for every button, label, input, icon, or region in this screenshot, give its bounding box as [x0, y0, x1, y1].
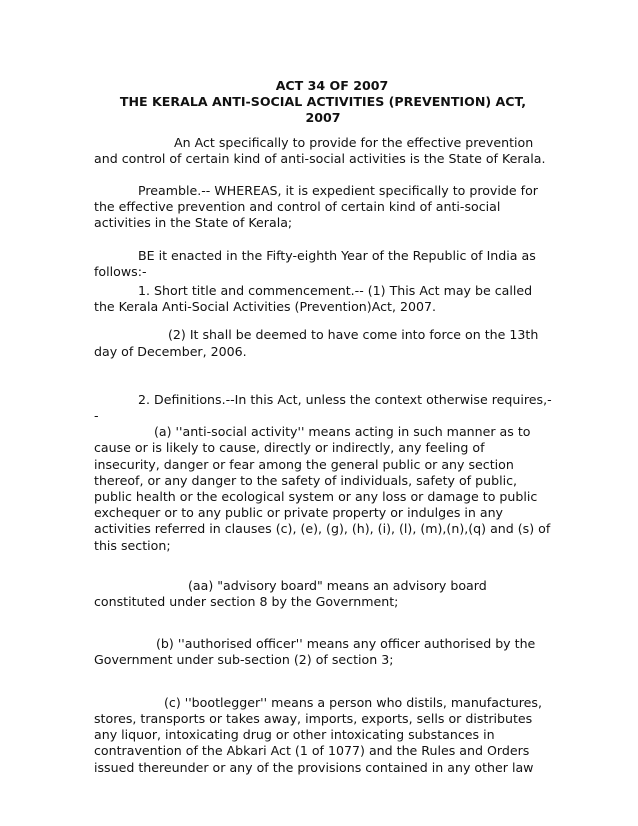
section-1-text: 1. Short title and commencement.-- (1) This Act may be called the Kerala Anti-Social Activities (Prevention)Act, 2007. — [94, 283, 533, 315]
act-name: THE KERALA ANTI-SOCIAL ACTIVITIES (PREVENTION) ACT, — [119, 94, 527, 110]
definition-aa-paragraph — [94, 578, 552, 610]
section-1-2-paragraph — [94, 327, 552, 359]
definition-aa-text: (aa) "advisory board" means an advisory board constituted under section 8 by the Government; — [94, 577, 487, 610]
preamble-paragraph — [94, 183, 552, 232]
intro-text: An Act specifically to provide for the effective prevention and control of certain kind of anti-social activities is the State of Kerala. — [94, 134, 546, 166]
document-page — [94, 78, 552, 776]
enactment-paragraph — [94, 248, 552, 280]
intro-paragraph — [94, 135, 552, 167]
definition-b-text: (b) ''authorised officer'' means any officer authorised by the Government under sub-section (2) of section 3; — [94, 636, 536, 668]
section-1-2-text: (2) It shall be deemed to have come into force on the 13th day of December, 2006. — [94, 327, 539, 359]
definition-a-text: (a) ''anti-social activity'' means acting in such manner as to cause or is likely to cause, directly or indirectly, any feeling of insecurity, danger or fear among the general public or any section thereof, or any danger to the safety of individuals, safety of public, public health or the ecological system or any loss or damage to public exchequer or to any public or private property or indulges in any activities referred in clauses (c), (e), (g), (h), (i), (l), (m),(n),(q) and (s) of this section; — [94, 424, 551, 553]
act-number: ACT 34 OF 2007 — [275, 78, 389, 93]
definition-a-paragraph — [94, 424, 552, 554]
definition-b-paragraph — [94, 636, 552, 668]
section-1-paragraph — [94, 283, 552, 315]
preamble-text: Preamble.-- WHEREAS, it is expedient specifically to provide for the effective prevention and control of certain kind of anti-social activities in the State of Kerala; — [94, 183, 538, 231]
definition-c-text: (c) ''bootlegger'' means a person who distils, manufactures, stores, transports or takes away, imports, exports, sells or distributes any liquor, intoxicating drug or other intoxicating substances in contravention of the Abkari Act (1 of 1077) and the Rules and Orders issued thereunder or any of the provisions contained in any other law — [94, 694, 542, 775]
act-title — [94, 78, 552, 127]
enactment-text: BE it enacted in the Fifty-eighth Year of the Republic of India as follows:- — [94, 247, 536, 279]
section-2-text: 2. Definitions.--In this Act, unless the context otherwise requires,-- — [94, 391, 552, 424]
definition-c-paragraph — [94, 695, 552, 776]
act-year: 2007 — [305, 110, 341, 126]
section-2-paragraph — [94, 392, 552, 424]
